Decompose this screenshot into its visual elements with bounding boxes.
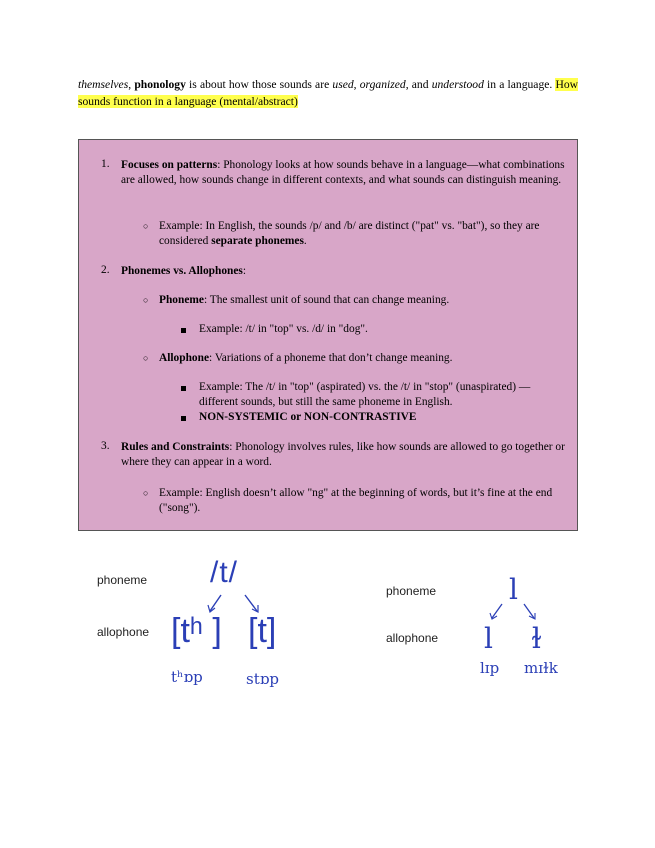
item-heading: Focuses on patterns — [121, 159, 218, 171]
intro-word: organized — [359, 78, 406, 91]
phoneme-label: phoneme — [386, 584, 437, 598]
example-word-milk: mɪɫk — [524, 659, 558, 677]
example-bold: separate phonemes — [211, 234, 304, 247]
example-text: . — [303, 234, 307, 247]
intro-text: in a language. — [483, 78, 556, 91]
example-p-b — [159, 219, 571, 249]
square-bullet-icon — [181, 328, 186, 333]
phoneme-example: Example: /t/ in "top" vs. /d/ in "dog". — [199, 323, 368, 335]
allophone-unaspirated: [t] — [248, 612, 277, 650]
phoneme-symbol: /t/ — [210, 556, 239, 589]
allophone-definition — [159, 351, 571, 366]
intro-word: used — [332, 78, 354, 91]
item-text: : — [242, 265, 247, 277]
example-word-stop: stɒp — [246, 670, 279, 688]
allophone-aspirated: [tʰ ] — [171, 612, 222, 650]
allophone-example: Example: The /t/ in "top" (aspirated) vs. the /t/ in "stop" (unaspirated) — different sounds, but still the same phoneme in English. — [199, 381, 531, 408]
rules-example: Example: English doesn’t allow "ng" at the beginning of words, but it’s fine at the end ("song"). — [159, 487, 553, 514]
square-bullet-icon — [181, 416, 186, 421]
example-text: Example: In English, the sounds /p/ and /b/ are distinct ("pat" vs. "bat"), so they are considered — [159, 220, 540, 247]
term-bold: Phoneme — [159, 294, 204, 306]
item-phonemes-vs-allophones — [121, 264, 566, 279]
item-focuses-on-patterns — [121, 158, 566, 188]
item-rules-and-constraints — [121, 440, 571, 470]
circle-bullet-icon: ○ — [143, 295, 149, 305]
intro-term: phonology — [134, 78, 186, 91]
item-text: : Phonology involves rules, like how sounds are allowed to go together or where they can appear in a word. — [121, 441, 565, 468]
allophone-dark-l: ɫ — [531, 622, 542, 655]
example-word-lip: lɪp — [480, 659, 500, 677]
circle-bullet-icon: ○ — [143, 488, 149, 498]
definition-text: : Variations of a phoneme that don’t change meaning. — [209, 352, 453, 364]
intro-word: themselves — [78, 78, 129, 91]
item-number: 2. — [101, 264, 110, 276]
square-bullet-icon — [181, 386, 186, 391]
allophone-label: allophone — [386, 631, 439, 645]
intro-text: , — [128, 78, 135, 91]
item-number: 3. — [101, 440, 110, 452]
circle-bullet-icon: ○ — [143, 353, 149, 363]
allophone-label: allophone — [97, 625, 150, 639]
intro-text: , — [353, 78, 360, 91]
circle-bullet-icon: ○ — [143, 221, 149, 231]
phoneme-symbol: l — [509, 573, 518, 606]
item-text: : Phonology looks at how sounds behave in a language—what combinations are allowed, how sounds change in different contexts, and what sounds can distinguish meaning. — [121, 159, 565, 186]
phoneme-label: phoneme — [97, 573, 148, 587]
intro-text: , and — [405, 78, 432, 91]
non-contrastive-label: NON-SYSTEMIC or NON-CONTRASTIVE — [199, 411, 417, 423]
phonology-box — [78, 139, 578, 531]
item-heading: Rules and Constraints — [121, 441, 230, 453]
highlighted-text: How sounds function in a language (mental/abstract) — [78, 78, 579, 108]
item-heading: Phonemes vs. Allophones — [121, 265, 243, 277]
phoneme-definition — [159, 293, 571, 308]
intro-word: understood — [431, 78, 484, 91]
example-word-top: tʰɒp — [171, 668, 203, 686]
intro-paragraph — [78, 76, 578, 110]
allophone-clear-l: l — [484, 622, 493, 655]
term-bold: Allophone — [159, 352, 210, 364]
intro-text: is about how those sounds are — [185, 78, 333, 91]
definition-text: : The smallest unit of sound that can change meaning. — [203, 294, 450, 306]
item-number: 1. — [101, 158, 110, 170]
